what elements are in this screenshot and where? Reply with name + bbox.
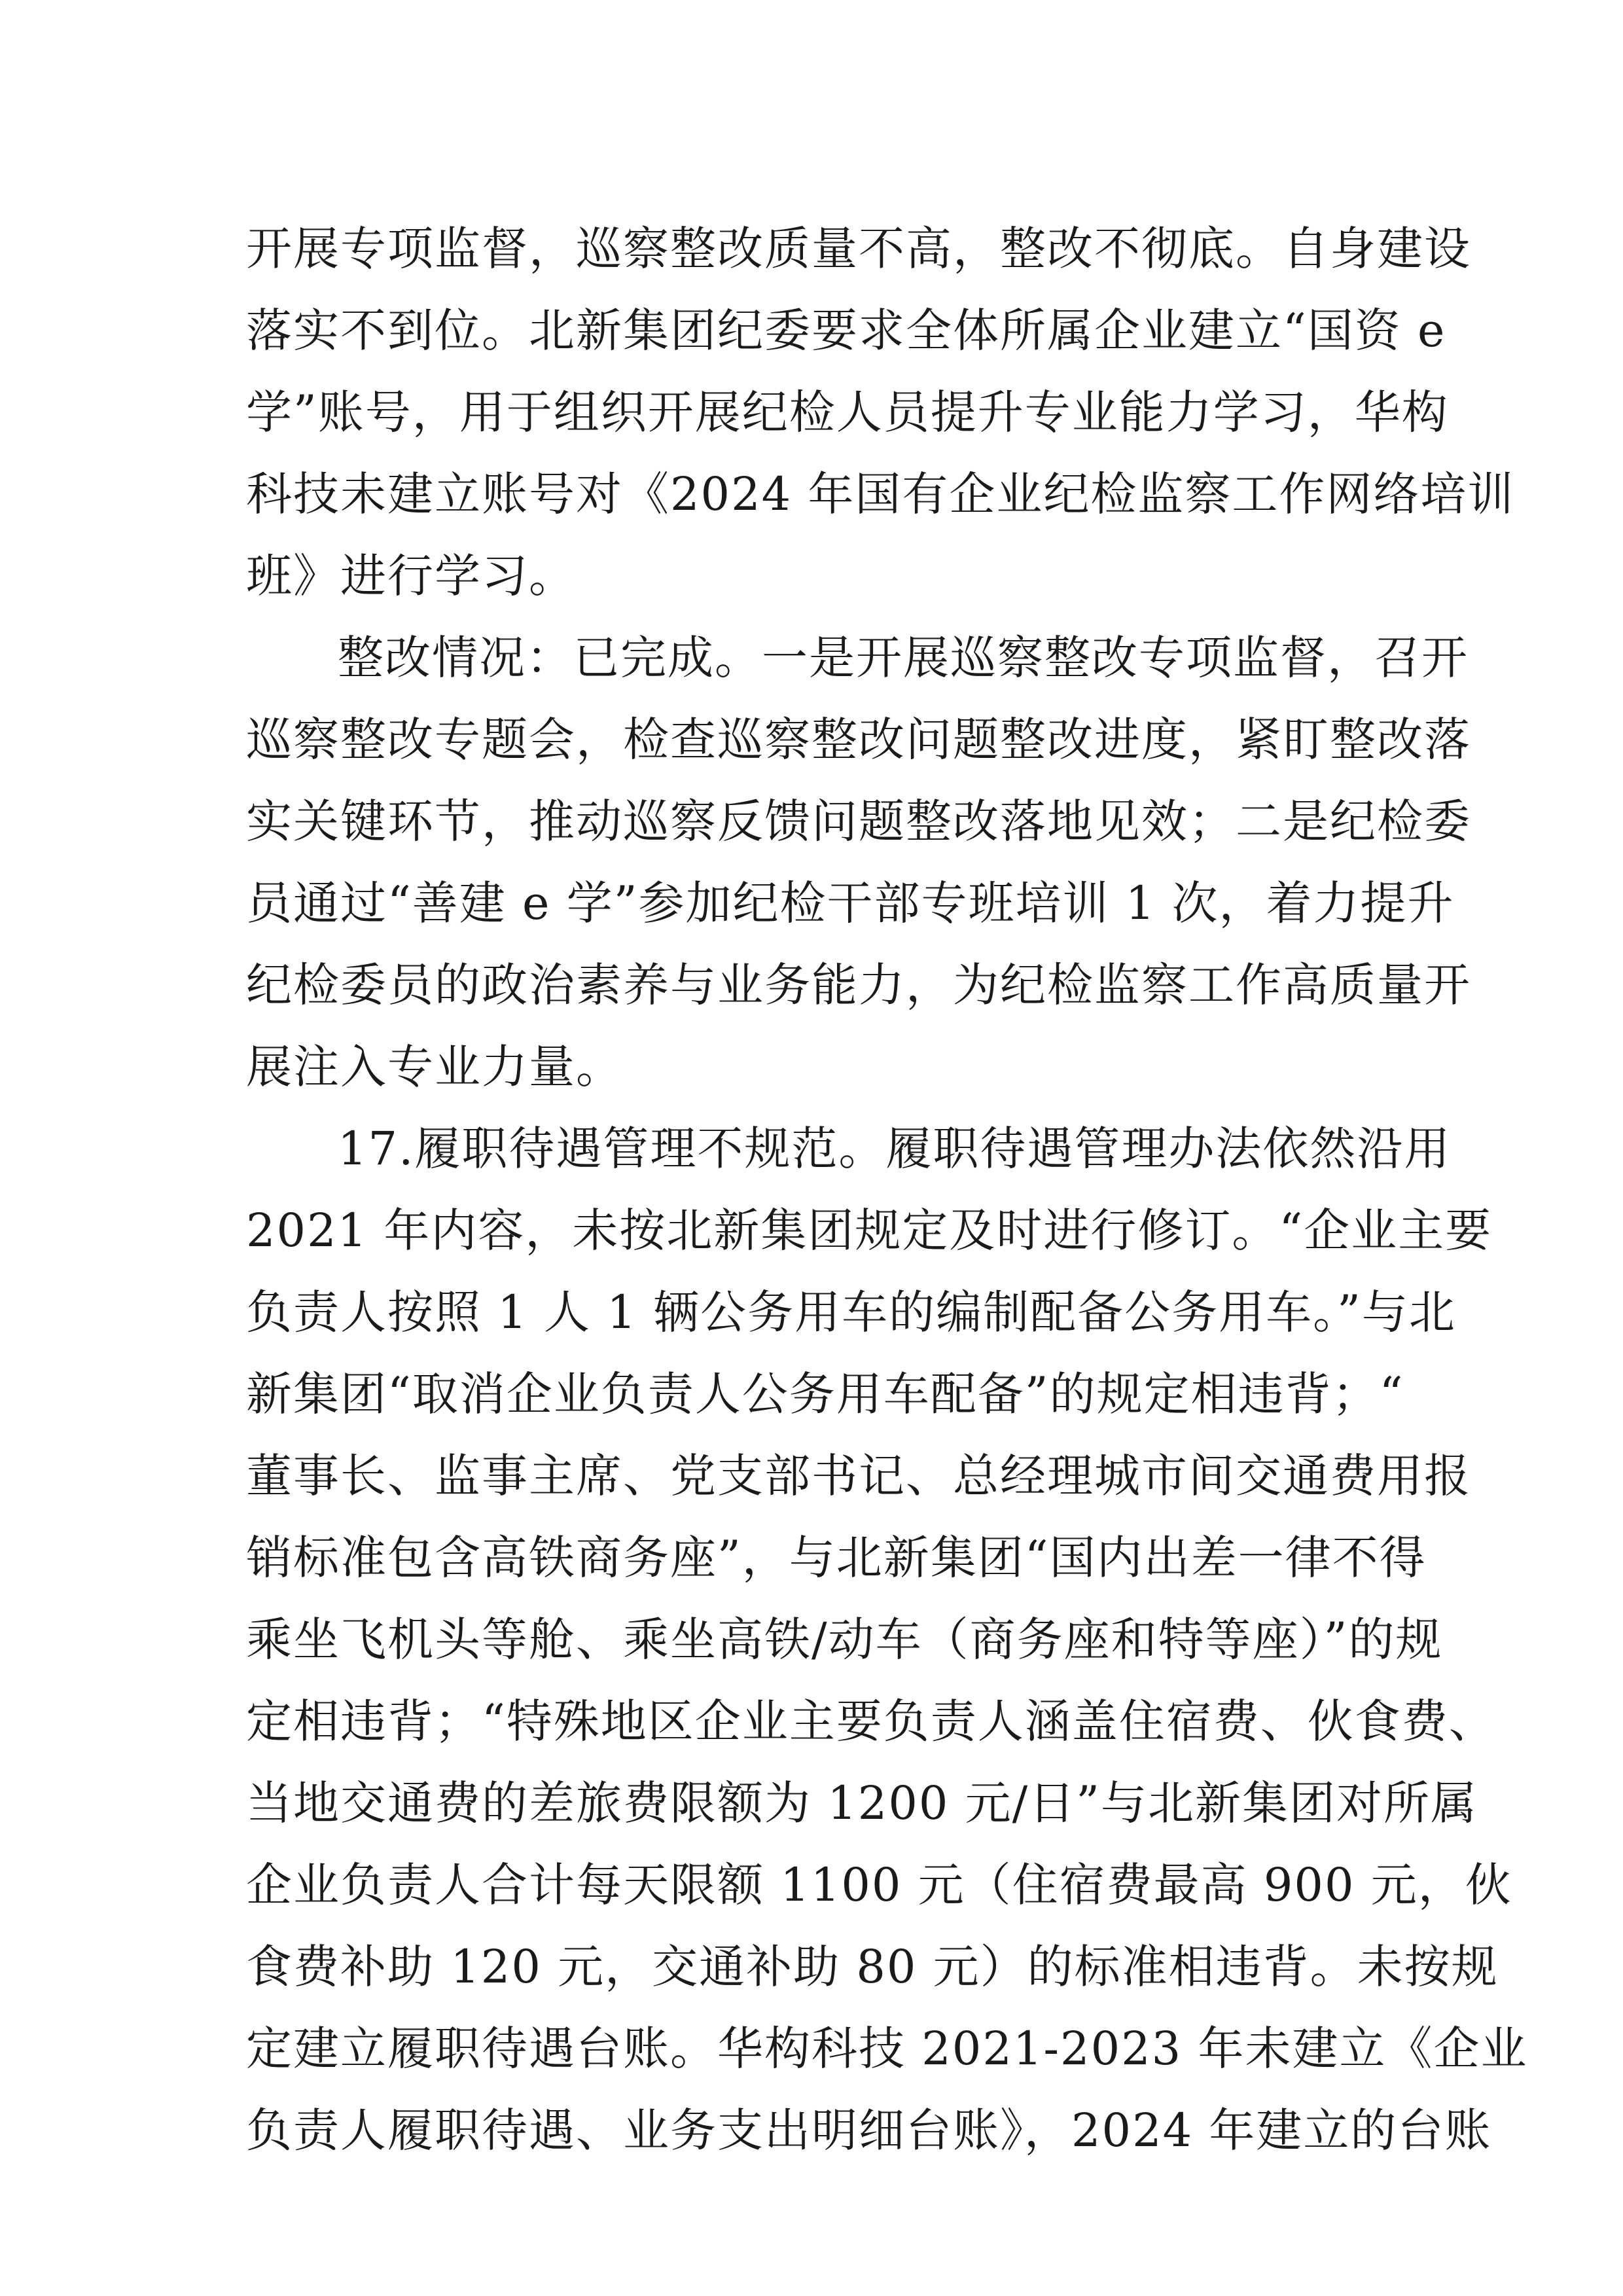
text-line: 员通过“善建 e 学”参加纪检干部专班培训 1 次，着力提升 <box>246 876 1455 930</box>
text-line: 食费补助 120 元，交通补助 80 元）的标准相违背。未按规 <box>246 1940 1499 1994</box>
text-line: 落实不到位。北新集团纪委要求全体所属企业建立“国资 e <box>246 304 1446 357</box>
text-line: 定相违背；“特殊地区企业主要负责人涵盖住宿费、伙食费、 <box>246 1695 1496 1748</box>
text-line: 纪检委员的政治素养与业务能力，为纪检监察工作高质量开 <box>246 958 1471 1012</box>
text-line: 展注入专业力量。 <box>246 1040 623 1094</box>
text-line: 销标准包含高铁商务座”，与北新集团“国内出差一律不得 <box>246 1531 1427 1585</box>
text-line: 班》进行学习。 <box>246 549 576 603</box>
text-line: 学”账号，用于组织开展纪检人员提升专业能力学习，华构 <box>246 386 1449 439</box>
text-line: 董事长、监事主席、党支部书记、总经理城市间交通费用报 <box>246 1449 1471 1503</box>
text-line: 新集团“取消企业负责人公务用车配备”的规定相违背；“ <box>246 1367 1404 1421</box>
text-line: 开展专项监督，巡察整改质量不高，整改不彻底。自身建设 <box>246 222 1471 276</box>
text-line: 整改情况：已完成。一是开展巡察整改专项监督，召开 <box>338 631 1469 685</box>
text-line: 乘坐飞机头等舱、乘坐高铁/动车（商务座和特等座）”的规 <box>246 1613 1443 1666</box>
text-line: 负责人履职待遇、业务支出明细台账》，2024 年建立的台账 <box>246 2104 1492 2157</box>
text-line: 企业负责人合计每天限额 1100 元（住宿费最高 900 元，伙 <box>246 1858 1512 1912</box>
text-line: 当地交通费的差旅费限额为 1200 元/日”与北新集团对所属 <box>246 1776 1478 1830</box>
document-body <box>246 208 1528 2172</box>
text-line: 2021 年内容，未按北新集团规定及时进行修订。“企业主要 <box>246 1204 1493 1257</box>
text-line: 负责人按照 1 人 1 辆公务用车的编制配备公务用车。”与北 <box>246 1285 1456 1339</box>
text-line: 科技未建立账号对《2024 年国有企业纪检监察工作网络培训 <box>246 467 1515 521</box>
text-line: 定建立履职待遇台账。华构科技 2021-2023 年未建立《企业 <box>246 2022 1528 2075</box>
text-line: 实关键环节，推动巡察反馈问题整改落地见效；二是纪检委 <box>246 795 1471 848</box>
text-line: 17.履职待遇管理不规范。履职待遇管理办法依然沿用 <box>338 1122 1452 1175</box>
text-line: 巡察整改专题会，检查巡察整改问题整改进度，紧盯整改落 <box>246 713 1471 766</box>
